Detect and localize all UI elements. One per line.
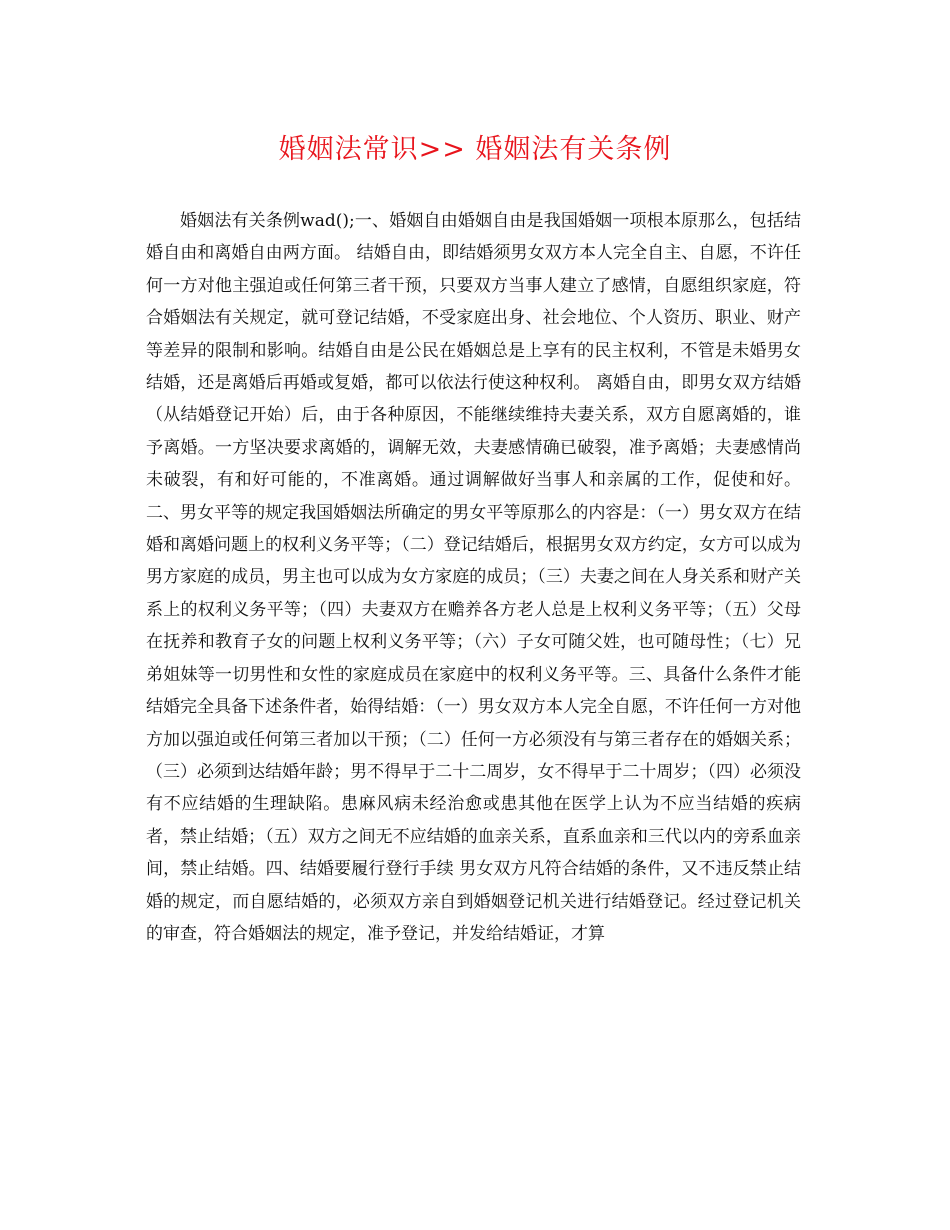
document-body: 婚姻法有关条例wad();一、婚姻自由婚姻自由是我国婚姻一项根本原那么，包括结婚自由和离婚自由两方面。 结婚自由，即结婚须男女双方本人完全自主、自愿，不许任何一方对他主强迫或任何第三者干预，只要双方当事人建立了感情，自愿组织家庭，符合婚姻法有关规定，就可登记结婚，不受家庭出身、社会地位、个人资历、职业、财产等差异的限制和影响。结婚自由是公民在婚姻总是上享有的民主权利，不管是未婚男女结婚，还是离婚后再婚或复婚，都可以依法行使这种权利。 离婚自由，即男女双方结婚（从结婚登记开始）后，由于各种原因，不能继续维持夫妻关系，双方自愿离婚的，谁予离婚。一方坚决要求离婚的，调解无效，夫妻感情确已破裂，准予离婚；夫妻感情尚未破裂，有和好可能的，不准离婚。通过调解做好当事人和亲属的工作，促使和好。二、男女平等的规定我国婚姻法所确定的男女平等原那么的内容是：（一）男女双方在结婚和离婚问题上的权利义务平等；（二）登记结婚后，根据男女双方约定，女方可以成为男方家庭的成员，男主也可以成为女方家庭的成员；（三）夫妻之间在人身关系和财产关系上的权利义务平等；（四）夫妻双方在赡养各方老人总是上权利义务平等；（五）父母在抚养和教育子女的问题上权利义务平等；（六）子女可随父姓，也可随母性；（七）兄弟姐妹等一切男性和女性的家庭成员在家庭中的权利义务平等。三、具备什么条件才能结婚完全具备下述条件者，始得结婚：（一）男女双方本人完全自愿，不许任何一方对他方加以强迫或任何第三者加以干预；（二）任何一方必须没有与第三者存在的婚姻关系；（三）必须到达结婚年龄；男不得早于二十二周岁，女不得早于二十周岁；（四）必须没有不应结婚的生理缺陷。患麻风病未经治愈或患其他在医学上认为不应当结婚的疾病者，禁止结婚；（五）双方之间无不应结婚的血亲关系，直系血亲和三代以内的旁系血亲间，禁止结婚。四、结婚要履行登行手续 男女双方凡符合结婚的条件，又不违反禁止结婚的规定，而自愿结婚的，必须双方亲自到婚姻登记机关进行结婚登记。经过登记机关的审查，符合婚姻法的规定，准予登记，并发给结婚证，才算 [146, 211, 801, 944]
document-title: 婚姻法常识>> 婚姻法有关条例 [278, 134, 672, 165]
